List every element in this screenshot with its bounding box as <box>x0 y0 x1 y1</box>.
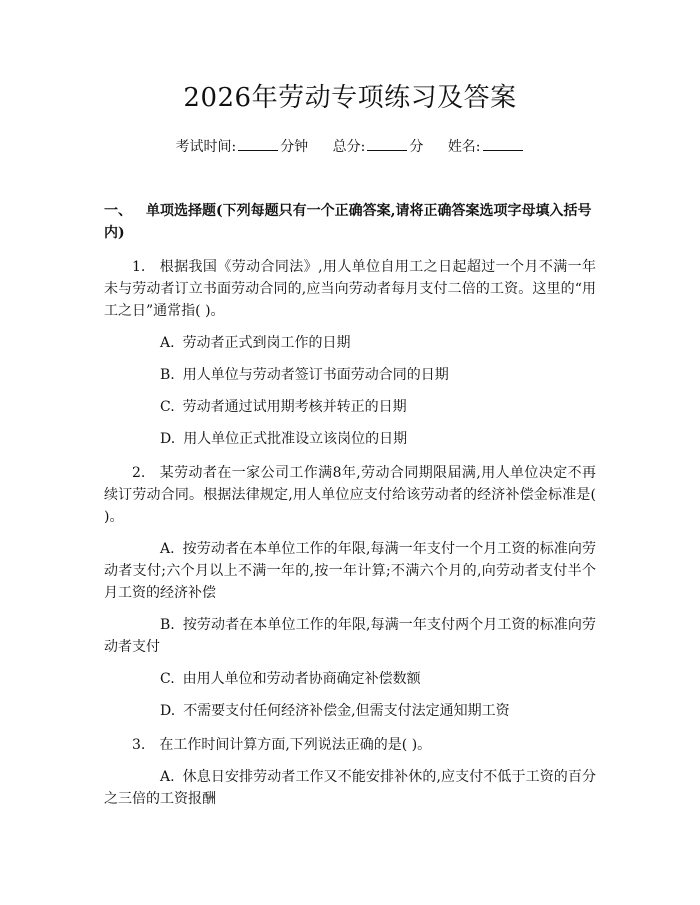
option-letter: C. <box>160 671 175 687</box>
question-text: 在工作时间计算方面,下列说法正确的是( )。 <box>159 737 432 753</box>
exam-score <box>333 139 424 155</box>
option-text: 按劳动者在本单位工作的年限,每满一年支付一个月工资的标准向劳动者支付;六个月以上不满一年的,按一年计算;不满六个月的,向劳动者支付半个月工资的经济补偿 <box>104 541 596 601</box>
question-2-option-c <box>104 668 596 690</box>
section-number: 一、 <box>104 203 132 219</box>
question-3-option-a <box>104 766 596 810</box>
document-title: 2026年劳动专项练习及答案 <box>183 83 517 113</box>
question-2-option-b <box>104 614 596 658</box>
option-letter: D. <box>160 703 176 719</box>
time-blank <box>238 136 278 151</box>
time-unit: 分钟 <box>280 139 309 155</box>
question-1-option-a <box>104 332 596 354</box>
option-text: 由用人单位和劳动者协商确定补偿数额 <box>182 671 421 687</box>
question-text: 根据我国《劳动合同法》,用人单位自用工之日起超过一个月不满一年未与劳动者订立书面劳动合同的,应当向劳动者每月支付二倍的工资。这里的“用工之日”通常指( )。 <box>104 259 596 319</box>
time-label: 考试时间: <box>175 139 237 155</box>
score-unit: 分 <box>409 139 424 155</box>
question-1-option-b <box>104 364 596 386</box>
exam-name <box>448 139 525 155</box>
question-2-option-a <box>104 538 596 604</box>
score-blank <box>367 136 407 151</box>
question-text: 某劳动者在一家公司工作满8年,劳动合同期限届满,用人单位决定不再续订劳动合同。根据法律规定,用人单位应支付给该劳动者的经济补偿金标准是( )。 <box>104 465 596 525</box>
question-1 <box>104 256 596 322</box>
option-text: 劳动者正式到岗工作的日期 <box>182 335 351 351</box>
question-1-option-c <box>104 396 596 418</box>
option-letter: D. <box>160 431 176 447</box>
option-letter: B. <box>160 367 175 383</box>
option-text: 不需要支付任何经济补偿金,但需支付法定通知期工资 <box>183 703 510 719</box>
question-2 <box>104 462 596 528</box>
name-blank <box>483 136 523 151</box>
option-letter: A. <box>160 335 175 351</box>
exam-time <box>175 139 308 155</box>
name-label: 姓名: <box>447 139 481 155</box>
exam-meta <box>104 136 596 158</box>
option-text: 休息日安排劳动者工作又不能安排补休的,应支付不低于工资的百分之三倍的工资报酬 <box>104 769 596 807</box>
option-letter: B. <box>160 617 175 633</box>
question-number: 3. <box>132 737 146 753</box>
question-1-option-d <box>104 428 596 450</box>
option-text: 按劳动者在本单位工作的年限,每满一年支付两个月工资的标准向劳动者支付 <box>104 617 596 655</box>
option-letter: C. <box>160 399 175 415</box>
question-3 <box>104 734 596 756</box>
question-2-option-d <box>104 700 596 722</box>
option-letter: A. <box>160 769 175 785</box>
option-text: 劳动者通过试用期考核并转正的日期 <box>182 399 407 415</box>
option-text: 用人单位与劳动者签订书面劳动合同的日期 <box>182 367 449 383</box>
question-number: 2. <box>132 465 146 481</box>
question-number: 1. <box>132 259 146 275</box>
score-label: 总分: <box>332 139 366 155</box>
section-title: 单项选择题(下列每题只有一个正确答案,请将正确答案选项字母填入括号内) <box>104 203 592 241</box>
section-heading <box>104 200 596 244</box>
option-letter: A. <box>160 541 175 557</box>
option-text: 用人单位正式批准设立该岗位的日期 <box>183 431 408 447</box>
